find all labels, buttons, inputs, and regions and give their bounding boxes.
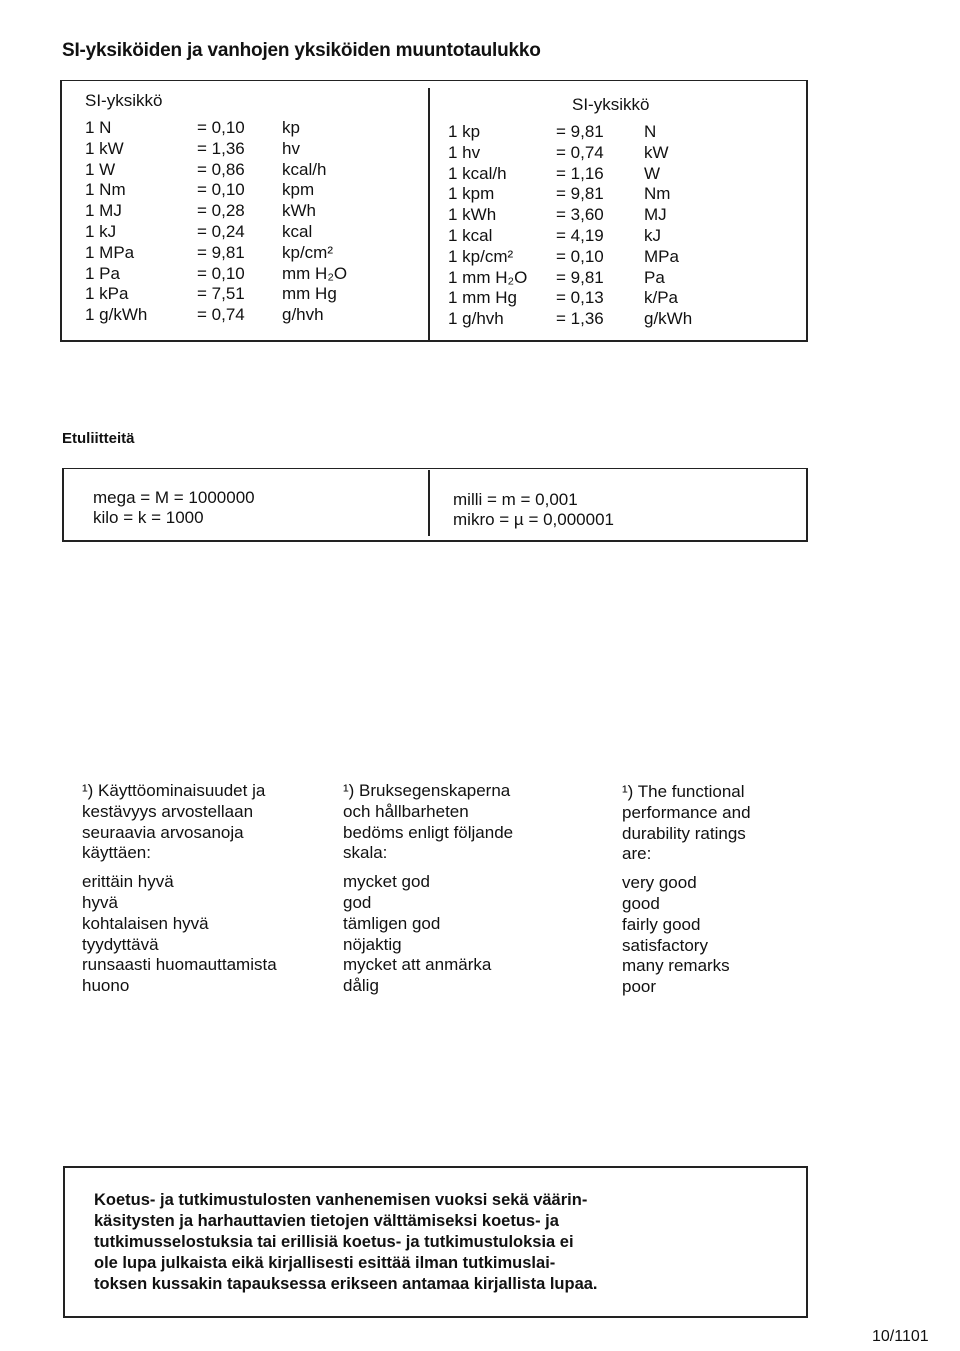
ratings-intro [343, 781, 613, 864]
page-title: SI-yksiköiden ja vanhojen yksiköiden muuntotaulukko [62, 40, 541, 61]
notice-text [94, 1190, 784, 1295]
unit-cell: 1 W [85, 159, 116, 179]
conversion-row [448, 143, 754, 164]
value-cell: = 0,10 [197, 118, 245, 137]
left-column-header: SI-yksikkö [85, 91, 163, 110]
conversion-row [85, 160, 392, 181]
rating-item: kohtalaisen hyvä [82, 913, 209, 933]
rating-item: satisfactory [622, 935, 708, 955]
unit-cell: 1 kWh [448, 205, 497, 225]
target-unit-cell: kcal/h [282, 159, 327, 179]
rating-item: mycket god [343, 872, 430, 892]
conversion-row [448, 288, 754, 309]
rating-item: dålig [343, 976, 379, 996]
rating-item: runsaasti huomauttamista [82, 955, 277, 975]
conversion-row [448, 309, 754, 330]
value-cell: = 0,86 [197, 159, 245, 179]
intro-line: are: [622, 844, 652, 864]
unit-cell: 1 kpm [448, 184, 495, 204]
conversion-table-divider [428, 88, 430, 340]
value-cell: = 4,19 [556, 225, 604, 245]
conversion-row [85, 284, 392, 305]
intro-line: ¹) Käyttöominaisuudet ja [82, 781, 266, 800]
value-cell: = 0,10 [197, 263, 245, 283]
notice-line: toksen kussakin tapauksessa erikseen antamaa kirjallista lupaa. [94, 1275, 598, 1293]
prefix-mikro: mikro = µ = 0,000001 [453, 510, 615, 529]
unit-cell: 1 mm H₂O [448, 267, 528, 287]
prefix-kilo: kilo = k = 1000 [93, 508, 204, 527]
rating-item: tämligen god [343, 913, 441, 933]
si-to-old-rows [85, 118, 392, 326]
intro-line: bedöms enligt följande [343, 822, 514, 842]
target-unit-cell: kpm [282, 180, 315, 200]
rating-item: tyydyttävä [82, 934, 159, 954]
unit-cell: 1 N [85, 118, 112, 137]
unit-cell: 1 hv [448, 142, 481, 162]
value-cell: = 9,81 [556, 267, 604, 287]
target-unit-cell: Pa [644, 267, 665, 287]
intro-line: performance and [622, 802, 751, 822]
value-cell: = 1,16 [556, 163, 604, 183]
conversion-row [85, 201, 392, 222]
target-unit-cell: N [644, 122, 657, 141]
rating-item: hyvä [82, 892, 118, 912]
target-unit-cell: k/Pa [644, 288, 679, 308]
right-column-header: SI-yksikkö [572, 95, 650, 114]
conversion-row [448, 226, 754, 247]
value-cell: = 0,24 [197, 221, 245, 241]
conversion-row [85, 264, 392, 285]
value-cell: = 9,81 [197, 242, 245, 262]
target-unit-cell: kWh [282, 201, 316, 221]
ratings-swedish [343, 781, 613, 997]
rating-item: poor [622, 977, 657, 997]
target-unit-cell: MPa [644, 246, 679, 266]
value-cell: = 9,81 [556, 184, 604, 204]
value-cell: = 3,60 [556, 205, 604, 225]
target-unit-cell: mm Hg [282, 284, 337, 304]
intro-line: ¹) The functional [622, 782, 745, 801]
unit-cell: 1 kcal [448, 225, 493, 245]
target-unit-cell: hv [282, 138, 300, 158]
unit-cell: 1 MPa [85, 242, 135, 262]
unit-cell: 1 kcal/h [448, 163, 507, 183]
value-cell: = 1,36 [197, 138, 245, 158]
intro-line: durability ratings [622, 823, 746, 843]
conversion-row [448, 184, 754, 205]
target-unit-cell: kp/cm² [282, 242, 333, 262]
value-cell: = 0,74 [556, 142, 604, 162]
unit-cell: 1 g/hvh [448, 309, 504, 329]
conversion-row [448, 122, 754, 143]
conversion-row [448, 247, 754, 268]
intro-line: skala: [343, 843, 388, 863]
notice-line: käsitysten ja harhauttavien tietojen välttämiseksi koetus- ja [94, 1212, 559, 1230]
intro-line: seuraavia arvosanoja [82, 822, 244, 842]
target-unit-cell: g/hvh [282, 305, 324, 325]
unit-cell: 1 kp/cm² [448, 246, 514, 266]
prefixes-table-divider [428, 470, 430, 536]
unit-cell: 1 MJ [85, 201, 122, 221]
notice-line: ole lupa julkaista eikä kirjallisesti esittää ilman tutkimuslai- [94, 1254, 556, 1272]
target-unit-cell: kW [644, 142, 669, 162]
rating-item: mycket att anmärka [343, 955, 492, 975]
target-unit-cell: Nm [644, 184, 671, 204]
ratings-intro [82, 781, 352, 864]
conversion-row [85, 305, 392, 326]
value-cell: = 1,36 [556, 309, 604, 329]
value-cell: = 0,74 [197, 305, 245, 325]
ratings-english [622, 782, 892, 998]
intro-line: ¹) Bruksegenskaperna [343, 781, 511, 800]
conversion-row [448, 268, 754, 289]
value-cell: = 0,28 [197, 201, 245, 221]
intro-line: och hållbarheten [343, 801, 469, 821]
value-cell: = 0,13 [556, 288, 604, 308]
conversion-row [85, 222, 392, 243]
intro-line: käyttäen: [82, 843, 151, 863]
conversion-row [85, 118, 392, 139]
rating-item: nöjaktig [343, 934, 402, 954]
unit-cell: 1 kPa [85, 284, 129, 304]
target-unit-cell: mm H₂O [282, 263, 348, 283]
target-unit-cell: kJ [644, 225, 661, 245]
prefixes-left [93, 488, 255, 528]
unit-cell: 1 Nm [85, 180, 126, 200]
value-cell: = 0,10 [197, 180, 245, 200]
unit-cell: 1 kp [448, 122, 481, 141]
value-cell: = 9,81 [556, 122, 604, 141]
rating-item: huono [82, 976, 130, 996]
value-cell: = 0,10 [556, 246, 604, 266]
unit-cell: 1 Pa [85, 263, 120, 283]
conversion-row [85, 139, 392, 160]
conversion-row [448, 205, 754, 226]
target-unit-cell: kp [282, 118, 300, 137]
value-cell: = 7,51 [197, 284, 245, 304]
rating-item: god [343, 892, 372, 912]
ratings-finnish [82, 781, 352, 997]
rating-item: good [622, 893, 660, 913]
prefix-mega: mega = M = 1000000 [93, 488, 255, 507]
conversion-row [85, 180, 392, 201]
old-to-si-rows [448, 122, 754, 330]
prefix-milli: milli = m = 0,001 [453, 490, 578, 509]
notice-line: Koetus- ja tutkimustulosten vanhenemisen vuoksi sekä väärin- [94, 1191, 588, 1209]
conversion-row [85, 243, 392, 264]
target-unit-cell: MJ [644, 205, 667, 225]
conversion-row [448, 164, 754, 185]
notice-line: tutkimusselostuksia tai erillisiä koetus- ja tutkimustuloksia ei [94, 1233, 574, 1251]
unit-cell: 1 mm Hg [448, 288, 517, 308]
unit-cell: 1 kJ [85, 221, 117, 241]
prefixes-title: Etuliitteitä [62, 430, 135, 447]
target-unit-cell: W [644, 163, 661, 183]
unit-cell: 1 kW [85, 138, 124, 158]
target-unit-cell: g/kWh [644, 309, 693, 329]
page-number: 10/1101 [872, 1328, 929, 1345]
rating-item: erittäin hyvä [82, 872, 174, 892]
intro-line: kestävyys arvostellaan [82, 801, 254, 821]
prefixes-right [453, 490, 614, 530]
rating-item: fairly good [622, 914, 701, 934]
unit-cell: 1 g/kWh [85, 305, 148, 325]
ratings-intro [622, 782, 892, 865]
rating-item: very good [622, 873, 697, 893]
rating-item: many remarks [622, 956, 730, 976]
target-unit-cell: kcal [282, 221, 313, 241]
